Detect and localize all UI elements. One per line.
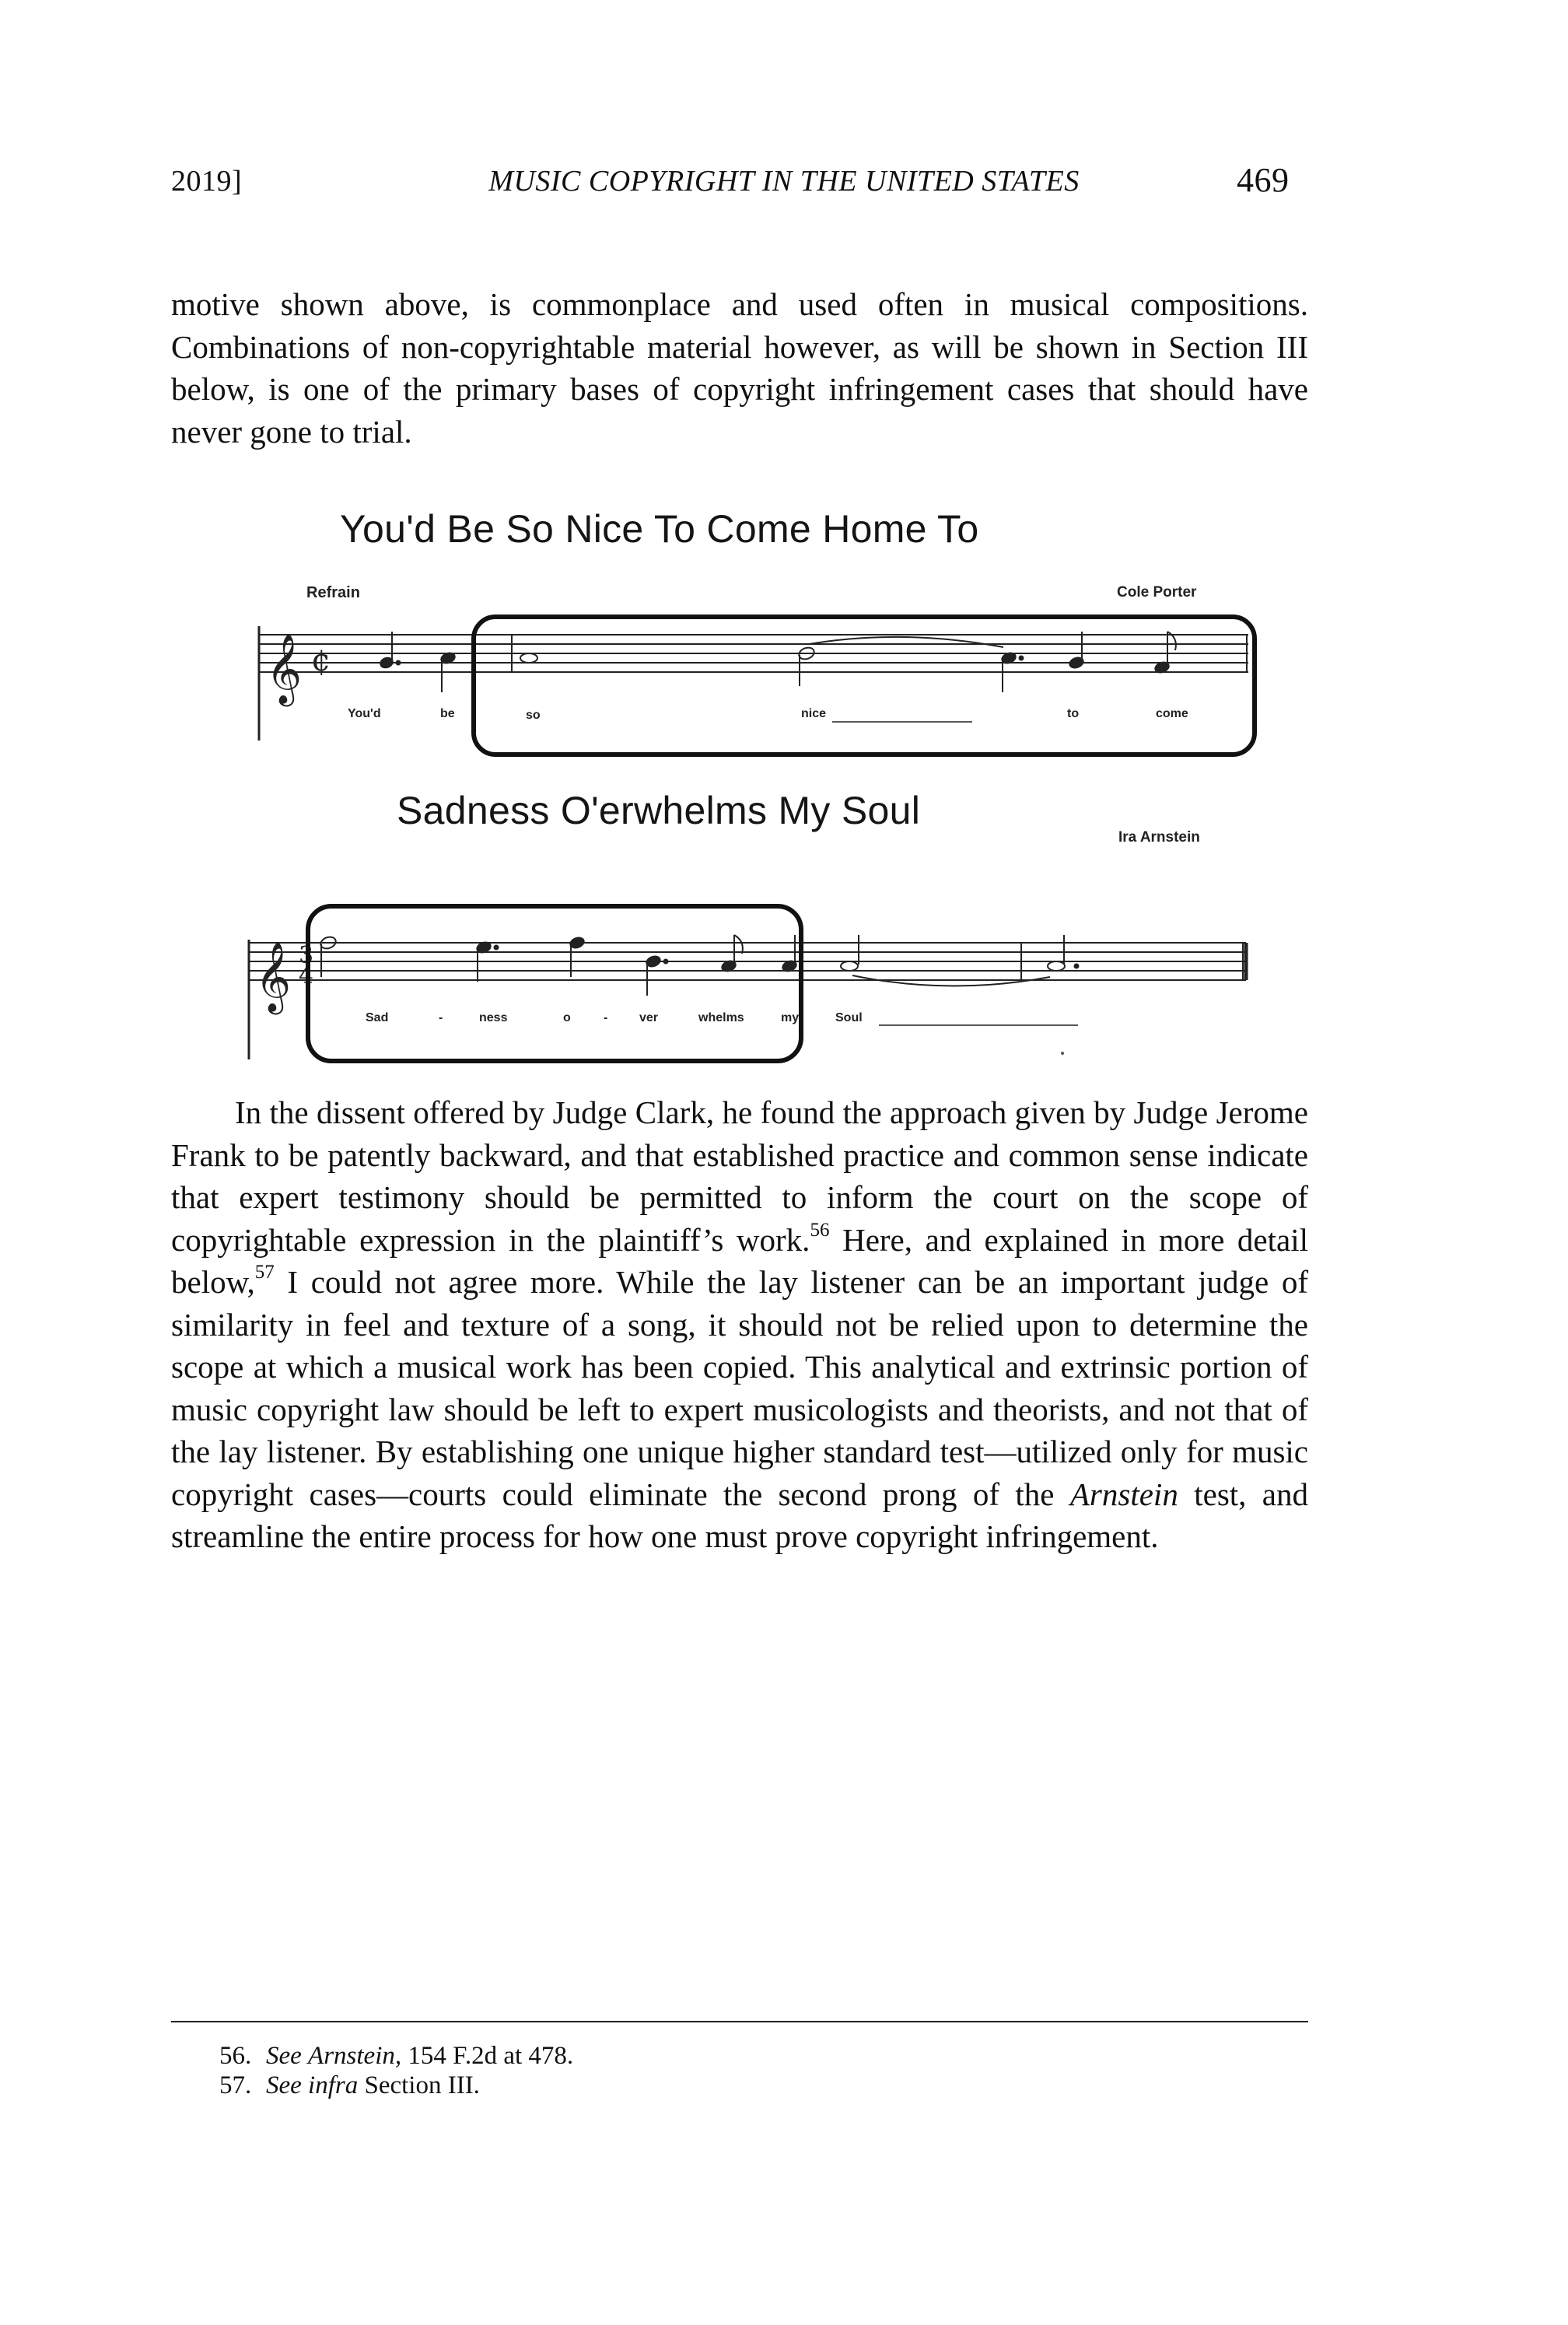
staff-1 bbox=[259, 626, 1248, 741]
song-title-1: You'd Be So Nice To Come Home To bbox=[340, 507, 979, 551]
lyric-syllable: to bbox=[1067, 707, 1080, 720]
lyric-syllable: ness bbox=[479, 1011, 508, 1024]
staff-2 bbox=[249, 940, 1246, 1059]
paragraph-2-text-a: In the dissent offered by Judge Clark, he found the approach given by Judge Jerome Frank to be patently backward, and that established practice and common sense indicate that expert testimony should be permitted to inform the court on the scope of copyrightable expression in the plaintiff’s work. bbox=[171, 1094, 1308, 1258]
body-paragraph-1: motive shown above, is commonplace and used often in musical compositions. Combinations of non-copyrightable material however, as will be shown in Section III below, is one of the primary bases of copyright infringement cases that should have never gone to trial. bbox=[171, 286, 1308, 450]
lyric-syllable: Soul bbox=[835, 1011, 863, 1024]
svg-text:4: 4 bbox=[299, 962, 314, 989]
dot bbox=[1075, 965, 1079, 968]
body-paragraph-2 bbox=[171, 1091, 1308, 1558]
footnote-separator bbox=[171, 2021, 1308, 2022]
lyric-syllable: be bbox=[440, 707, 455, 720]
lyric-syllable: nice bbox=[801, 707, 827, 720]
footnote-number: 56. bbox=[219, 2042, 252, 2070]
running-header-title: MUSIC COPYRIGHT IN THE UNITED STATES bbox=[488, 165, 1080, 198]
lyric-syllable: so bbox=[526, 709, 541, 722]
paragraph-2-text-d: test, and streamline the entire process for how one must prove copyright infringement. bbox=[171, 1476, 1309, 1554]
dot bbox=[495, 946, 499, 950]
cut-time-icon: ¢ bbox=[311, 643, 331, 678]
tie bbox=[809, 637, 1003, 647]
time-signature-icon: 3 bbox=[299, 942, 314, 969]
citation-signal: See bbox=[266, 2042, 302, 2070]
half-note bbox=[1048, 961, 1065, 971]
case-name-italic: Arnstein bbox=[1069, 1476, 1178, 1512]
page-number: 469 bbox=[1237, 161, 1290, 199]
paragraph-2-text-c: I could not agree more. While the lay listener can be an important judge of similarity in feel and texture of a song, it should not be relied upon to determine the scope at which a musical work has been copied. This analytical and extrinsic portion of music copyright law should be left to expert musicologists and theorists, and not that of the lay listener. By establishing one unique higher standard test—utilized only for music copyright cases—courts could eliminate the second prong of the bbox=[171, 1264, 1308, 1512]
whole-note bbox=[520, 653, 537, 663]
citation-rest: Section III. bbox=[358, 2071, 480, 2099]
treble-clef-icon: 𝄞 bbox=[255, 942, 292, 1012]
citation-case: infra bbox=[308, 2071, 359, 2099]
paragraph-2-text-b: Here, and explained in more detail below, bbox=[171, 1221, 1308, 1300]
citation-rest: 154 F.2d at 478. bbox=[401, 2042, 574, 2070]
song-title-2: Sadness O'erwhelms My Soul bbox=[397, 789, 921, 832]
footnote-ref-56[interactable]: 56 bbox=[810, 1219, 830, 1241]
lyric-syllable: o bbox=[563, 1011, 571, 1024]
dot bbox=[1020, 657, 1024, 660]
citation-signal: See bbox=[266, 2071, 302, 2099]
highlight-box-2 bbox=[308, 906, 801, 1061]
footnote-text bbox=[266, 2043, 573, 2069]
composer-label-1: Cole Porter bbox=[1117, 584, 1197, 601]
lyric-syllable: You'd bbox=[348, 707, 381, 720]
lyric-syllable: ver bbox=[639, 1011, 659, 1024]
footnote-ref-57[interactable]: 57 bbox=[254, 1262, 275, 1283]
lyric-syllable: my bbox=[781, 1011, 800, 1024]
footnote-text bbox=[266, 2073, 480, 2099]
lyric-syllable: - bbox=[604, 1011, 608, 1024]
footnote-number: 57. bbox=[219, 2071, 252, 2099]
lyric-syllable: whelms bbox=[698, 1011, 744, 1024]
section-label-refrain: Refrain bbox=[306, 584, 360, 601]
dot bbox=[664, 960, 668, 964]
lyric-syllable: Sad bbox=[366, 1011, 389, 1024]
running-header-year: 2019] bbox=[171, 165, 243, 198]
citation-case: Arnstein, bbox=[308, 2042, 402, 2070]
treble-clef-icon: 𝄞 bbox=[266, 634, 303, 704]
whole-note bbox=[841, 961, 858, 971]
lyric-syllable: come bbox=[1156, 707, 1188, 720]
dot bbox=[397, 661, 401, 665]
composer-label-2: Ira Arnstein bbox=[1118, 829, 1200, 846]
lyric-syllable: - bbox=[439, 1011, 443, 1024]
